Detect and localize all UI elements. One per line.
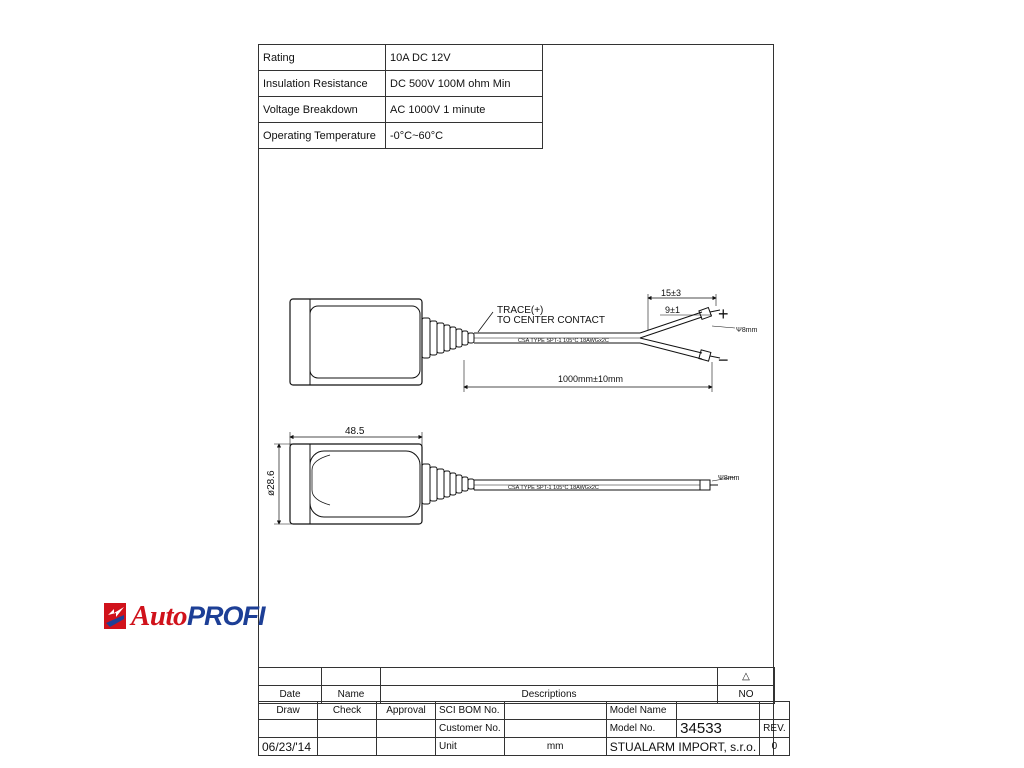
trace-leader: [478, 312, 493, 332]
title-block-row: [259, 702, 790, 720]
cable-marking: CSA TYPE SPT-1 105°C 18AWGx2C: [518, 338, 609, 344]
rev-label: REV.: [760, 720, 789, 738]
revision-triangle: △: [718, 668, 775, 686]
width-dim: 48.5: [345, 426, 365, 437]
socket-side-view: [290, 444, 422, 524]
date-value: 06/23/'14: [259, 738, 318, 756]
title-block: [258, 667, 775, 704]
model-no-label: Model No.: [606, 720, 676, 738]
tip-dim-side: Ψ8mm: [718, 475, 740, 482]
rev-value: 0: [760, 738, 789, 756]
spec-label: Operating Temperature: [259, 123, 386, 149]
logo-profi-text: PROFI: [187, 600, 265, 631]
approval-label: Approval: [377, 702, 436, 720]
spec-value: AC 1000V 1 minute: [386, 97, 543, 123]
date-header: Date: [259, 686, 322, 704]
title-block-lower: [258, 701, 790, 756]
spec-value: DC 500V 100M ohm Min: [386, 71, 543, 97]
logo-auto-text: Auto: [131, 599, 188, 632]
tip-dim-top: Ψ8mm: [736, 327, 758, 334]
descriptions-header: Descriptions: [381, 686, 718, 704]
minus-sign: −: [718, 350, 729, 370]
cable-marking-side: CSA TYPE SPT-1 105°C 18AWGx2C: [508, 485, 599, 491]
name-header: Name: [322, 686, 381, 704]
spec-value: 10A DC 12V: [386, 45, 543, 71]
company-name: STUALARM IMPORT, s.r.o.: [606, 738, 759, 756]
trace-label: TRACE(+): [497, 305, 544, 316]
dia-dim: ø28.6: [266, 470, 277, 496]
title-block-row: [259, 720, 790, 738]
title-block-row: [259, 738, 790, 756]
spec-label: Voltage Breakdown: [259, 97, 386, 123]
autoprofi-logo: [104, 600, 265, 632]
spec-label: Rating: [259, 45, 386, 71]
strain-relief: [422, 318, 474, 358]
lightning-logo-icon: [104, 601, 128, 631]
length-dim: 1000mm±10mm: [558, 374, 623, 384]
plus-sign: +: [718, 304, 729, 324]
model-no-value: 34533: [677, 720, 760, 738]
strain-relief-side: [422, 464, 474, 504]
trace-label-2: TO CENTER CONTACT: [497, 315, 605, 326]
model-name-label: Model Name: [606, 702, 676, 720]
customer-no-label: Customer No.: [436, 720, 505, 738]
tip-leader-top: [712, 326, 735, 328]
sci-bom-label: SCI BOM No.: [436, 702, 505, 720]
title-block-row: [259, 668, 775, 686]
check-label: Check: [318, 702, 377, 720]
unit-value: mm: [504, 738, 606, 756]
unit-label: Unit: [436, 738, 505, 756]
strip-dim-2: 9±1: [665, 305, 680, 315]
spec-label: Insulation Resistance: [259, 71, 386, 97]
draw-label: Draw: [259, 702, 318, 720]
spec-value: -0°C~60°C: [386, 123, 543, 149]
socket-top-view: [290, 299, 422, 385]
no-header: NO: [718, 686, 775, 704]
strip-dim-1: 15±3: [661, 288, 681, 298]
